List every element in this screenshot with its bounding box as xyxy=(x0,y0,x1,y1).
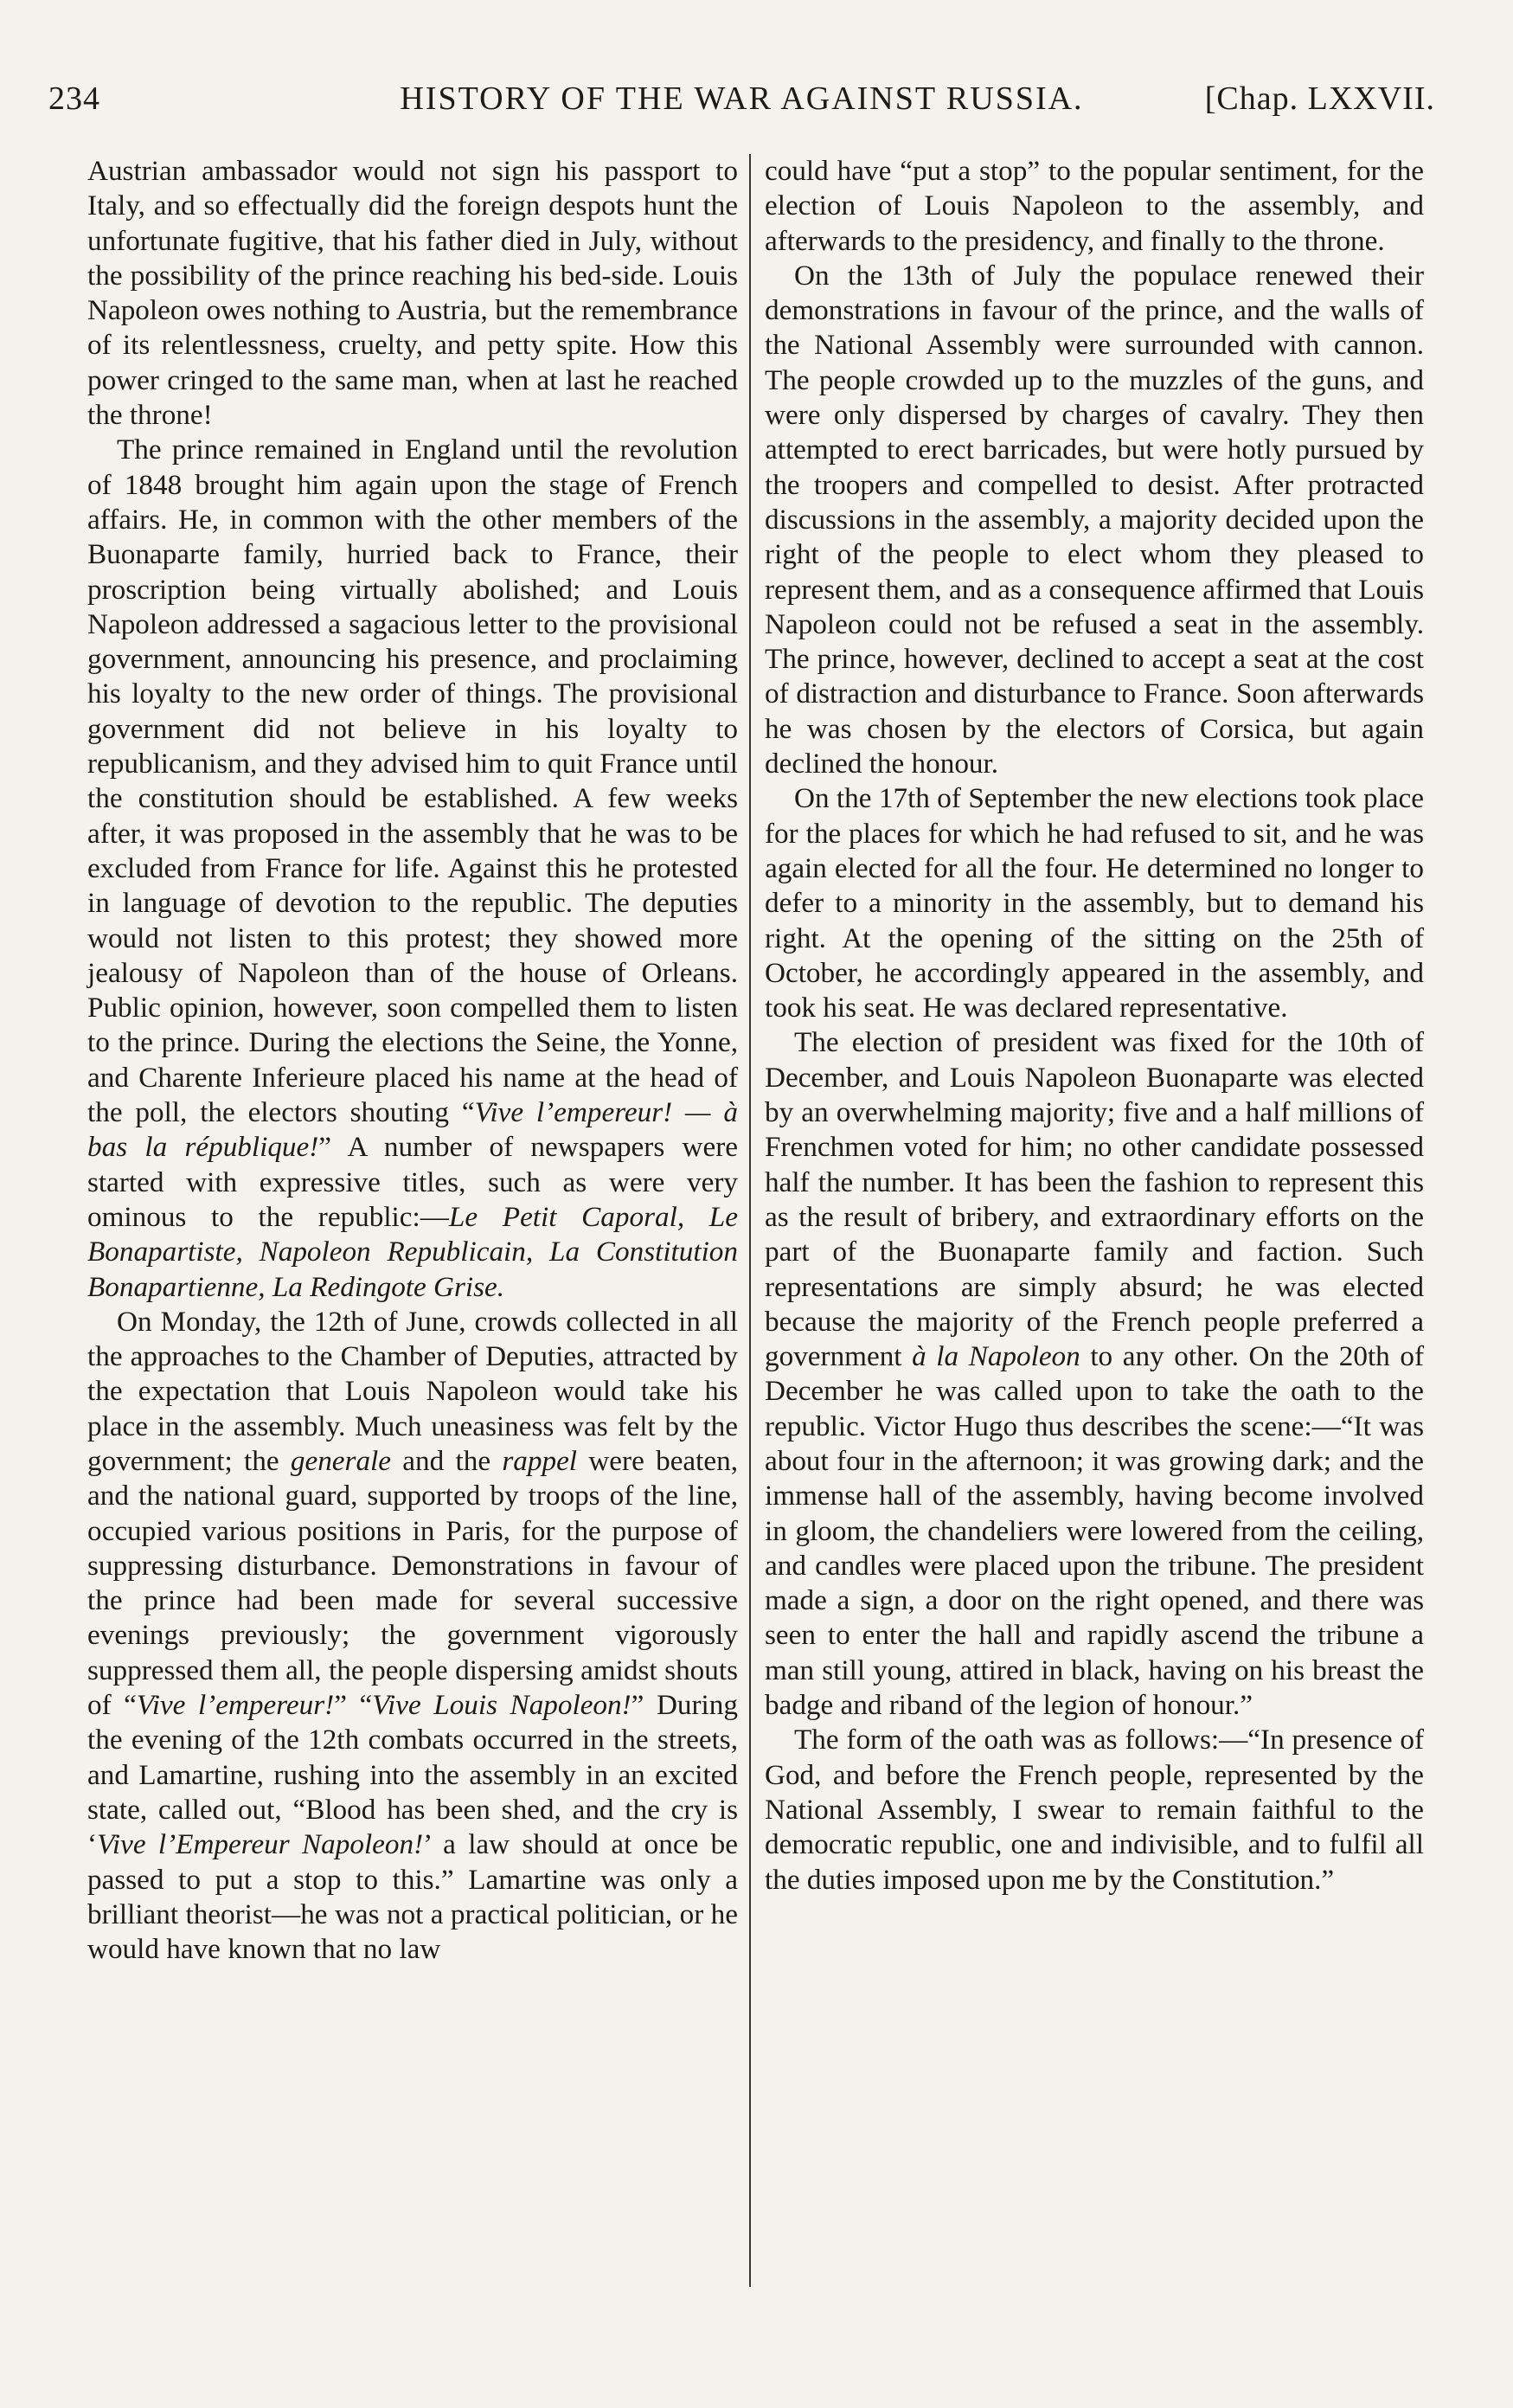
running-title: HISTORY OF THE WAR AGAINST RUSSIA. xyxy=(400,80,1084,117)
chapter-label: [Chap. LXXVII. xyxy=(1204,80,1435,117)
paragraph: could have “put a stop” to the popular sentiment, for the election of Louis Napoleon to the assembly, and afterwards to the presidency, and finally to the throne. xyxy=(765,155,1424,257)
left-column xyxy=(87,154,738,2378)
paragraph: The election of president was fixed for the 10th of December, and Louis Napoleon Buonaparte was elected by an overwhelming majority; five and a half millions of Frenchmen voted for him; no other candidate possessed half the number. It has been the fashion to represent this as the result of bribery, and extraordinary efforts on the part of the Buonaparte family and faction. Such representations are simply absurd; he was elected because the majority of the French people preferred a government à la Napoleon to any other. On the 20th of December he was called upon to take the oath to the republic. Victor Hugo thus describes the scene:—“It was about four in the afternoon; it was growing dark; and the immense hall of the assembly, having become involved in gloom, the chandeliers were lowered from the ceiling, and candles were placed upon the tribune. The president made a sign, a door on the right opened, and there was seen to enter the hall and rapidly ascend the tribune a man still young, attired in black, having on his breast the badge and riband of the legion of honour.” xyxy=(765,1026,1424,1722)
paragraph: On the 13th of July the populace renewed their demonstrations in favour of the prince, and the walls of the National Assembly were surrounded with cannon. The people crowded up to the muzzles of the guns, and were only dispersed by charges of cavalry. They then attempted to erect barricades, but were hotly pursued by the troopers and compelled to desist. After protracted discussions in the assembly, a majority decided upon the right of the people to elect whom they pleased to represent them, and as a consequence affirmed that Louis Napoleon could not be refused a seat in the assembly. The prince, however, declined to accept a seat at the cost of distraction and disturbance to France. Soon afterwards he was chosen by the electors of Corsica, but again declined the honour. xyxy=(765,259,1424,780)
paragraph: The form of the oath was as follows:—“In presence of God, and before the French people, represented by the National Assembly, I swear to remain faithful to the democratic republic, one and indivisible, and to fulfil all the duties imposed upon me by the Constitution.” xyxy=(765,1724,1424,1896)
right-column xyxy=(765,154,1424,2378)
column-divider xyxy=(749,154,751,2287)
paragraph: Austrian ambassador would not sign his passport to Italy, and so effectually did the foreign despots hunt the unfortunate fugitive, that his father died in July, without the possibility of the prince reaching his bed-side. Louis Napoleon owes nothing to Austria, but the remembrance of its relentlessness, cruelty, and petty spite. How this power cringed to the same man, when at last he reached the throne! xyxy=(87,155,738,432)
paragraph: On the 17th of September the new elections took place for the places for which he had refused to sit, and he was again elected for all the four. He determined no longer to defer to a minority in the assembly, but to demand his right. At the opening of the sitting on the 25th of October, he accordingly appeared in the assembly, and took his seat. He was declared representative. xyxy=(765,782,1424,1024)
running-header xyxy=(48,69,1435,121)
newspaper-titles: Le Petit Caporal, Le Bonapartiste, Napoleon Republicain, La Constitution Bonapartienne, La Redingote Grise. xyxy=(87,1200,738,1303)
paragraph: On Monday, the 12th of June, crowds collected in all the approaches to the Chamber of Deputies, attracted by the expectation that Louis Napoleon would take his place in the assembly. Much uneasiness was felt by the government; the generale and the rappel were beaten, and the national guard, supported by troops of the line, occupied various positions in Paris, for the purpose of suppressing disturbance. Demonstrations in favour of the prince had been made for several successive evenings previously; the government vigorously suppressed them all, the people dispersing amidst shouts of “Vive l’empereur!” “Vive Louis Napoleon!” During the evening of the 12th combats occurred in the streets, and Lamartine, rushing into the assembly in an excited state, called out, “Blood has been shed, and the cry is ‘Vive l’Empereur Napoleon!’ a law should at once be passed to put a stop to this.” Lamartine was only a brilliant theorist—he was not a practical politician, or he would have known that no law xyxy=(87,1305,739,1966)
italic-phrase: Vive l’empereur! — à bas la république! xyxy=(87,1096,738,1164)
paragraph: The prince remained in England until the revolution of 1848 brought him again upon the stage of French affairs. He, in common with the other members of the Buonaparte family, hurried back to France, their proscription being virtually abolished; and Louis Napoleon addressed a sagacious letter to the provisional government, announcing his presence, and proclaiming his loyalty to the new order of things. The provisional government did not believe in his loyalty to republicanism, and they advised him to quit France until the constitution should be established. A few weeks after, it was proposed in the assembly that he was to be excluded from France for life. Against this he protested in language of devotion to the republic. The deputies would not listen to this protest; they showed more jealousy of Napoleon than of the house of Orleans. Public opinion, however, soon compelled them to listen to the prince. During the elections the Seine, the Yonne, and Charente Inferieure placed his name at the head of the poll, the electors shouting “Vive l’empereur! — à bas la république!” A number of newspapers were started with expressive titles, such as were very ominous to the republic:—Le Petit Caporal, Le Bonapartiste, Napoleon Republicain, La Constitution Bonapartienne, La Redingote Grise. xyxy=(87,433,738,1303)
page-number: 234 xyxy=(48,80,100,117)
italic-phrase: à la Napoleon xyxy=(912,1340,1080,1373)
